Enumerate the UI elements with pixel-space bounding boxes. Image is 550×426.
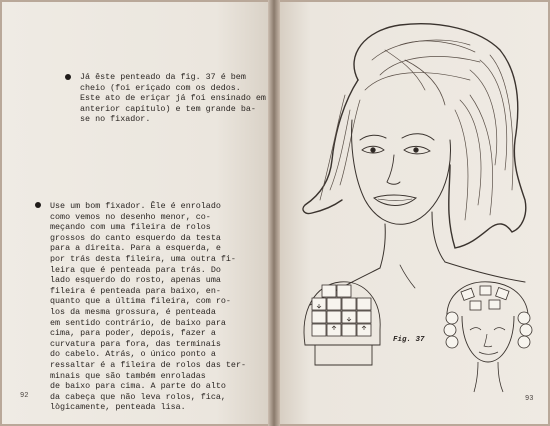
page-number-left: 92	[20, 392, 29, 400]
page-number-right: 93	[525, 395, 534, 403]
roller-diagram-back	[304, 282, 380, 365]
paragraph-1: Já êste penteado da fig. 37 é bem cheio (foi eriçado com os dedos. Este ato de eriçar já foi ensinado em anterior capítulo) e tem grande ba- se no fixador.	[80, 72, 266, 125]
roller-diagram-front	[444, 282, 532, 392]
paragraph-2: Use um bom fixador. Êle é enrolado como vemos no desenho menor, co- meçando com uma fileira de rolos grossos do canto esquerdo da testa para a direita. Para a esquerda, e por trás desta fileira, uma outra fi- leira que é penteada para trás. Do lado esquerdo do rosto, apenas uma fileira é penteada para baixo, en- quanto que a última fileira, com ro- los da mesma grossura, é penteada em sentido contrário, de baixo para cima, para poder, depois, fazer a curvatura para fora, das terminais do cabelo. Atrás, o único ponto a ressaltar é a fileira de rolos das ter- minais que são também enroladas de baixo para cima. A parte do alto da cabeça que não leva rolos, fica, lògicamente, penteada lisa.	[50, 201, 247, 413]
figure-caption: Fig. 37	[393, 336, 425, 344]
